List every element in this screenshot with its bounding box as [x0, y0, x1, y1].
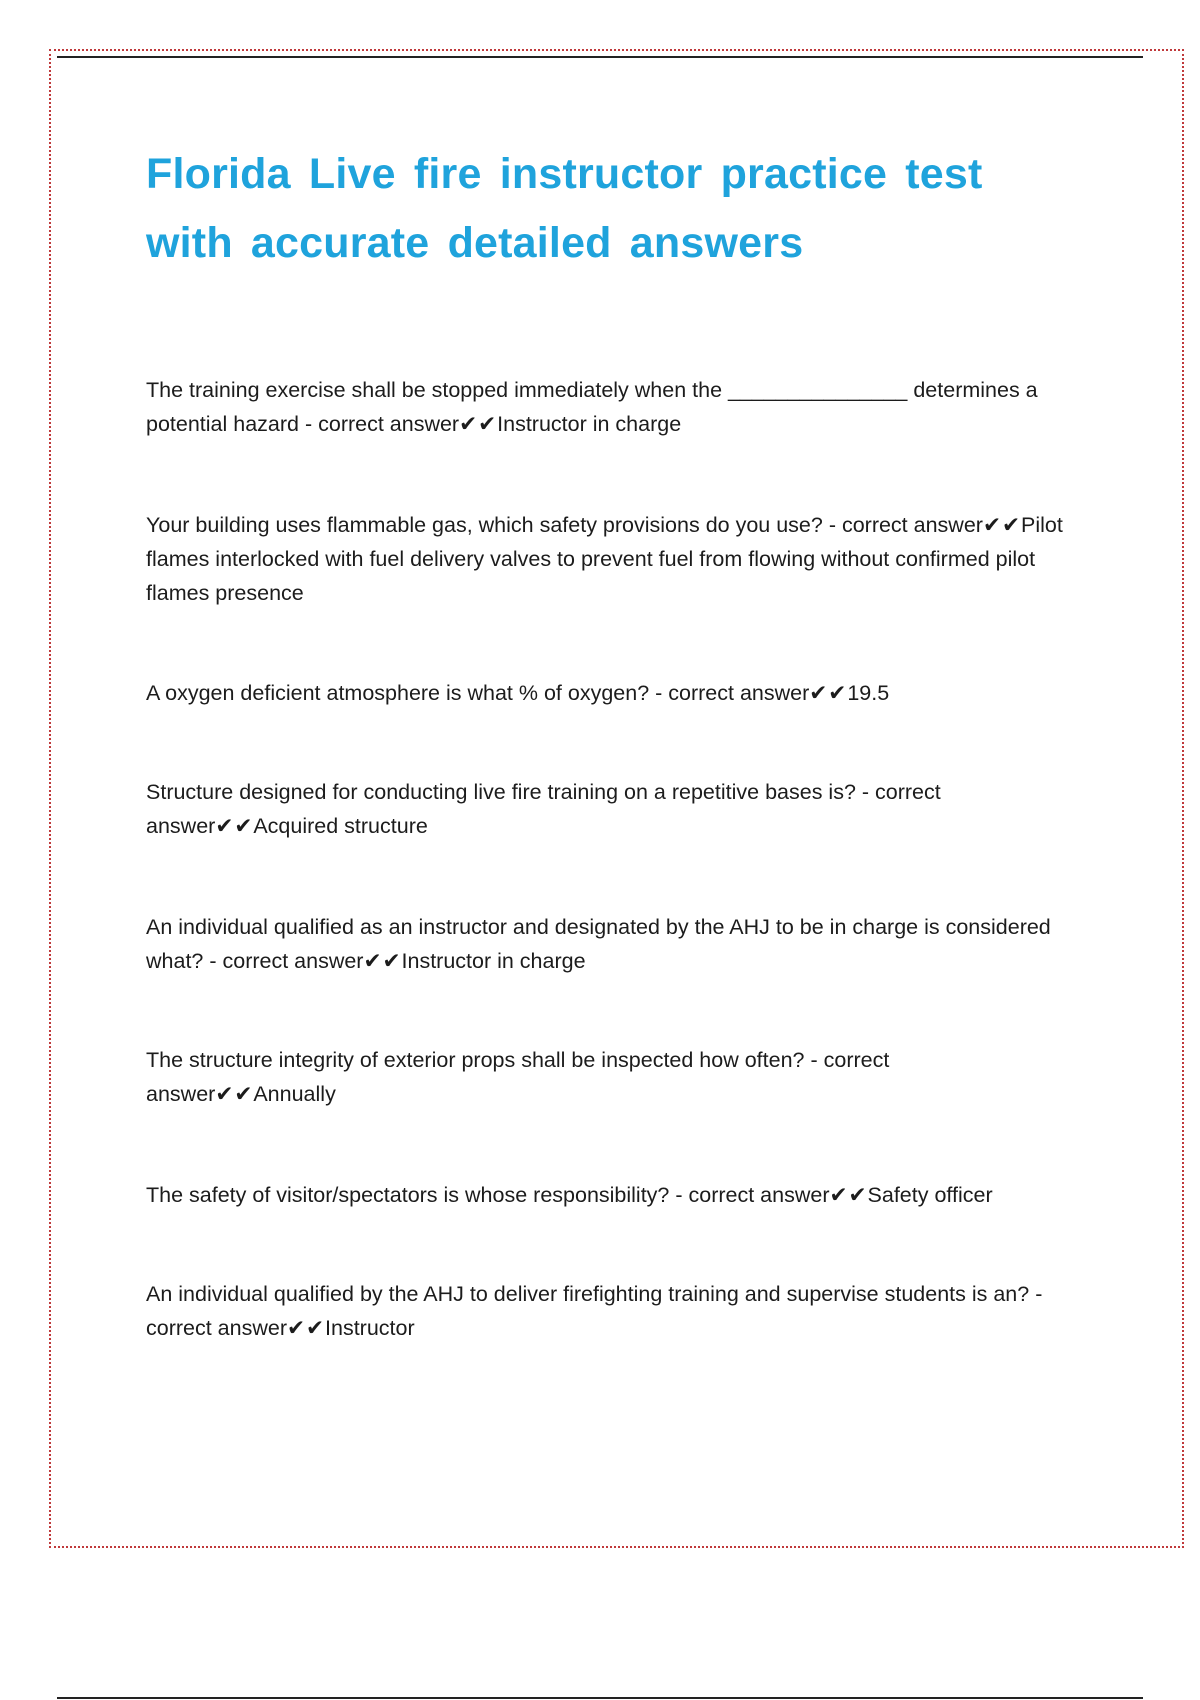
- answer-label: - correct answer: [822, 513, 983, 537]
- check-marks-icon: ✔✔: [363, 949, 402, 973]
- qa-item-4: [146, 775, 1076, 843]
- qa-item-5: [146, 910, 1076, 978]
- answer-label: - correct answer: [146, 1282, 1043, 1340]
- answer-label: - correct answer: [299, 412, 460, 436]
- qa-item-8: [146, 1277, 1076, 1345]
- check-marks-icon: ✔✔: [809, 681, 848, 705]
- check-marks-icon: ✔✔: [215, 814, 254, 838]
- answer-label: - correct answer: [146, 1048, 890, 1106]
- question-text: An individual qualified by the AHJ to deliver firefighting training and supervise students is an?: [146, 1282, 1030, 1306]
- answer-label: - correct answer: [649, 681, 810, 705]
- answer-text: Instructor in charge: [497, 412, 682, 436]
- question-text: The training exercise shall be stopped immediately when the _______________ determines a potential hazard: [146, 378, 1038, 436]
- answer-label: - correct answer: [203, 949, 364, 973]
- answer-text: Instructor in charge: [401, 949, 586, 973]
- check-marks-icon: ✔✔: [215, 1082, 254, 1106]
- question-text: The safety of visitor/spectators is whose responsibility?: [146, 1183, 670, 1207]
- answer-text: Instructor: [325, 1316, 415, 1340]
- check-marks-icon: ✔✔: [459, 412, 498, 436]
- question-text: A oxygen deficient atmosphere is what % of oxygen?: [146, 681, 650, 705]
- question-text: The structure integrity of exterior props shall be inspected how often?: [146, 1048, 805, 1072]
- answer-text: Pilot flames interlocked with fuel delivery valves to prevent fuel from flowing without confirmed pilot flames presence: [146, 513, 1063, 605]
- answer-text: Annually: [253, 1082, 336, 1106]
- check-marks-icon: ✔✔: [982, 513, 1021, 537]
- question-text: Structure designed for conducting live fire training on a repetitive bases is?: [146, 780, 856, 804]
- answer-label: - correct answer: [146, 780, 941, 838]
- question-text: Your building uses flammable gas, which safety provisions do you use?: [146, 513, 823, 537]
- qa-item-3: [146, 676, 1076, 710]
- qa-item-1: [146, 373, 1076, 441]
- check-marks-icon: ✔✔: [287, 1316, 326, 1340]
- qa-item-6: [146, 1043, 1076, 1111]
- qa-item-2: [146, 508, 1076, 610]
- bottom-divider: [57, 1697, 1143, 1699]
- answer-text: Safety officer: [867, 1183, 993, 1207]
- top-divider: [57, 56, 1143, 58]
- question-text: An individual qualified as an instructor and designated by the AHJ to be in charge is considered what?: [146, 915, 1051, 973]
- check-marks-icon: ✔✔: [829, 1183, 868, 1207]
- document-title: Florida Live fire instructor practice test with accurate detailed answers: [146, 150, 983, 267]
- qa-item-7: [146, 1178, 1076, 1212]
- answer-label: - correct answer: [669, 1183, 830, 1207]
- answer-text: Acquired structure: [253, 814, 428, 838]
- answer-text: 19.5: [847, 681, 890, 705]
